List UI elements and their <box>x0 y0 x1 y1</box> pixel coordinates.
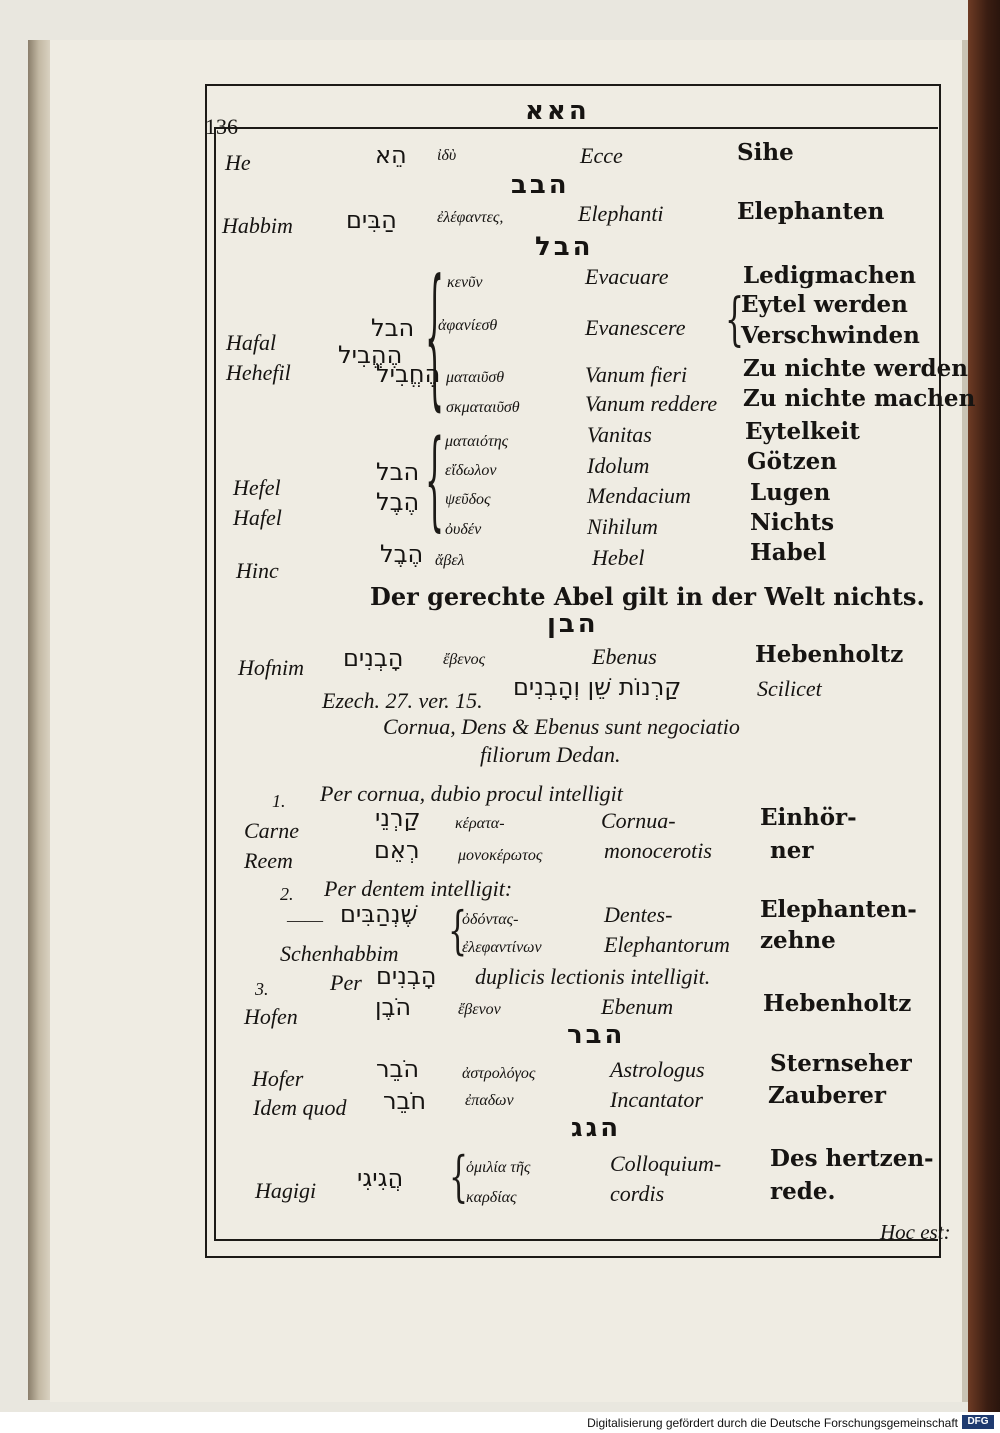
entry-shen-greek-1: ὀδόντας- <box>462 911 519 928</box>
section-heading-hbl: הבל <box>535 232 594 262</box>
entry-idem-german: Zauberer <box>768 1082 886 1109</box>
entry-hagigi-german-2: rede. <box>770 1178 836 1205</box>
dfg-logo: DFG <box>962 1415 994 1429</box>
digitization-footer <box>0 1412 1000 1433</box>
greek-vanum-reddere: σκματαιῦσθ <box>446 399 520 416</box>
entry-hofer-hebrew: הֹבֵר <box>376 1055 420 1083</box>
brace-dentes: { <box>448 901 468 962</box>
entry-hofen-hebrew: הֹבֶן <box>375 993 412 1021</box>
point-3-number: 3. <box>255 979 269 999</box>
name-hafel: Hafel <box>233 505 282 530</box>
entry-habbim-latin: Elephanti <box>578 201 664 226</box>
entry-idem-latin: Incantator <box>610 1087 703 1112</box>
entry-he-hebrew: הֵא <box>375 141 407 169</box>
entry-hofer-greek: ἀστρολόγος <box>462 1065 536 1082</box>
entry-habbim-hebrew: הַבִּים <box>346 206 397 234</box>
latin-evanescere: Evanescere <box>585 315 686 340</box>
entry-idem-transliteration: Idem quod <box>253 1095 347 1120</box>
greek-nihilum: ὀυδέν <box>445 521 482 538</box>
entry-hagigi-latin-2: cordis <box>610 1181 665 1206</box>
entry-shen-german-1: Elephanten- <box>760 896 917 923</box>
entry-reem-hebrew: רְאֵם <box>374 836 420 864</box>
german-zu-nichte-werden: Zu nichte werden <box>743 355 968 382</box>
point-2-text: Per dentem intelligit: <box>324 876 513 901</box>
entry-shen-transliteration: Schenhabbim <box>280 941 399 966</box>
german-zu-nichte-machen: Zu nichte machen <box>743 385 976 412</box>
latin-evacuare: Evacuare <box>585 264 669 289</box>
cornua-line-1: Cornua, Dens & Ebenus sunt negociatio <box>383 714 740 739</box>
entry-hofen-german: Hebenholtz <box>763 990 912 1017</box>
point-1-text: Per cornua, dubio procul intelligit <box>320 781 623 806</box>
greek-vanitas: ματαιότης <box>445 433 509 450</box>
german-habel: Habel <box>750 539 827 566</box>
greek-evanescere: ἀφανίεσθ <box>438 317 498 334</box>
ezekiel-scilicet: Scilicet <box>757 676 822 701</box>
german-lugen: Lugen <box>750 479 831 506</box>
entry-hagigi-greek-1: ὁμιλία τῆς <box>466 1159 531 1176</box>
entry-habbim-transliteration: Habbim <box>222 213 293 238</box>
entry-idem-hebrew: חֹבֵר <box>383 1087 427 1115</box>
entry-shen-latin-1: Dentes- <box>604 902 673 927</box>
entry-hofen-greek: ἔβενον <box>458 1001 501 1018</box>
entry-hofer-transliteration: Hofer <box>252 1066 304 1091</box>
entry-carne-hebrew: קַרְנֵי <box>375 804 421 832</box>
entry-hagigi-latin-1: Colloquium- <box>610 1151 722 1176</box>
latin-mendacium: Mendacium <box>587 483 691 508</box>
page-header-hebrew: האא <box>525 96 590 126</box>
entry-hagigi-greek-2: καρδίας <box>466 1189 517 1206</box>
catchword: Hoc est: <box>880 1220 951 1244</box>
entry-carne-german: Einhör- <box>760 804 857 831</box>
greek-vanum-fieri: ματαιῦσθ <box>446 369 505 386</box>
footer-credit: Digitalisierung gefördert durch die Deutsche Forschungsgemeinschaft <box>587 1416 958 1430</box>
page-number: 136 <box>205 114 238 139</box>
entry-hofer-latin: Astrologus <box>610 1057 705 1082</box>
hebrew-hevel: הֶבֶל <box>376 488 420 516</box>
german-goetzen: Götzen <box>747 448 838 475</box>
brace-vanitas: { <box>425 419 445 546</box>
german-eytel-werden: Eytel werden <box>741 291 908 318</box>
entry-hofnim-greek: ἔβενος <box>443 651 486 668</box>
section-heading-hgg: הגג <box>571 1113 622 1143</box>
entry-reem-latin: monocerotis <box>604 838 712 863</box>
german-eytelkeit: Eytelkeit <box>745 418 860 445</box>
entry-he-greek: ἰδὺ <box>437 147 457 164</box>
point-3-text: duplicis lectionis intelligit. <box>475 964 711 989</box>
entry-habbim-german: Elephanten <box>737 198 885 225</box>
book-cover-edge <box>968 0 1000 1412</box>
section-heading-hbb: הבב <box>511 170 570 200</box>
german-nichts: Nichts <box>750 509 835 536</box>
cornua-line-2: filiorum Dedan. <box>480 742 621 767</box>
greek-evacuare: κενῦν <box>447 274 483 291</box>
entry-carne-transliteration: Carne <box>244 818 299 843</box>
book-edge-left <box>28 40 52 1400</box>
entry-shen-hebrew: שֶׁנְהַבִּים <box>340 900 418 928</box>
entry-hofnim-hebrew: הָבְנִים <box>343 644 404 672</box>
point-2-number: 2. <box>280 884 294 904</box>
german-ledigmachen: Ledigmachen <box>743 262 917 289</box>
german-verschwinden: Verschwinden <box>741 322 920 349</box>
entry-hofnim-latin: Ebenus <box>592 644 657 669</box>
section-heading-hbn: הבן <box>547 609 599 639</box>
latin-nihilum: Nihilum <box>587 514 658 539</box>
hebrew-hbl-2: הבל <box>376 458 420 486</box>
hebrew-hevel-2: הֶבֶל <box>380 540 424 568</box>
entry-reem-german: ner <box>770 837 814 864</box>
latin-vanum-reddere: Vanum reddere <box>585 391 718 416</box>
entry-hagigi-transliteration: Hagigi <box>255 1178 317 1203</box>
entry-carne-latin: Cornua- <box>601 808 676 833</box>
entry-habbim-greek: ἐλέφαντες, <box>437 209 504 226</box>
entry-hofnim-german: Hebenholtz <box>755 641 904 668</box>
abel-proverb: Der gerechte Abel gilt in der Welt nichts. <box>370 582 925 611</box>
point-3-per: Per <box>330 970 362 995</box>
latin-vanum-fieri: Vanum fieri <box>585 362 688 387</box>
hebrew-hbl: הבל <box>371 314 415 342</box>
brace-colloquium: { <box>449 1146 469 1210</box>
point-3-hebrew: הָבְנִים <box>376 962 437 990</box>
greek-hebel: ἄβελ <box>435 552 465 569</box>
entry-hofen-transliteration: Hofen <box>244 1004 298 1029</box>
hebrew-hehevil-2: הֶחֱבִיל <box>376 360 441 388</box>
entry-he-latin: Ecce <box>580 143 623 168</box>
name-hinc: Hinc <box>236 558 279 583</box>
name-hafal: Hafal <box>226 330 277 355</box>
greek-idolum: εἴδωλον <box>445 462 497 479</box>
latin-vanitas: Vanitas <box>587 422 652 447</box>
brace-evacuare: { <box>425 250 445 430</box>
name-hehefil: Hehefil <box>226 360 291 385</box>
latin-hebel: Hebel <box>592 545 645 570</box>
entry-he-german: Sihe <box>737 139 794 166</box>
brace-eytel: { <box>725 287 745 354</box>
section-heading-hbr: הבר <box>567 1020 626 1050</box>
entry-hofnim-transliteration: Hofnim <box>238 655 304 680</box>
name-hefel: Hefel <box>233 475 281 500</box>
entry-hagigi-german-1: Des hertzen- <box>770 1145 934 1172</box>
entry-shen-latin-2: Elephantorum <box>604 932 730 957</box>
entry-hofen-latin: Ebenum <box>601 994 674 1019</box>
entry-idem-greek: ἐπαδων <box>465 1092 514 1109</box>
entry-reem-transliteration: Reem <box>244 848 293 873</box>
entry-shen-greek-2: ἐλεφαντίνων <box>462 939 542 956</box>
entry-he-transliteration: He <box>225 150 251 175</box>
ezekiel-reference: Ezech. 27. ver. 15. <box>322 688 483 713</box>
latin-idolum: Idolum <box>587 453 650 478</box>
hebrew-hehevil: הֶהֱבִיל <box>338 341 403 369</box>
greek-mendacium: ψεῦδος <box>445 491 491 508</box>
ezekiel-hebrew: קַרְנוֹת שֵׁן וְהָבְנִים <box>513 673 682 701</box>
entry-hagigi-hebrew: הֲגִיגִי <box>357 1164 404 1192</box>
dash-leader: —— <box>287 910 323 930</box>
point-1-number: 1. <box>272 791 286 811</box>
entry-carne-greek: κέρατα- <box>455 815 505 832</box>
entry-hofer-german: Sternseher <box>770 1050 912 1077</box>
entry-shen-german-2: zehne <box>760 927 836 954</box>
entry-reem-greek: μονοκέρωτος <box>458 847 543 864</box>
